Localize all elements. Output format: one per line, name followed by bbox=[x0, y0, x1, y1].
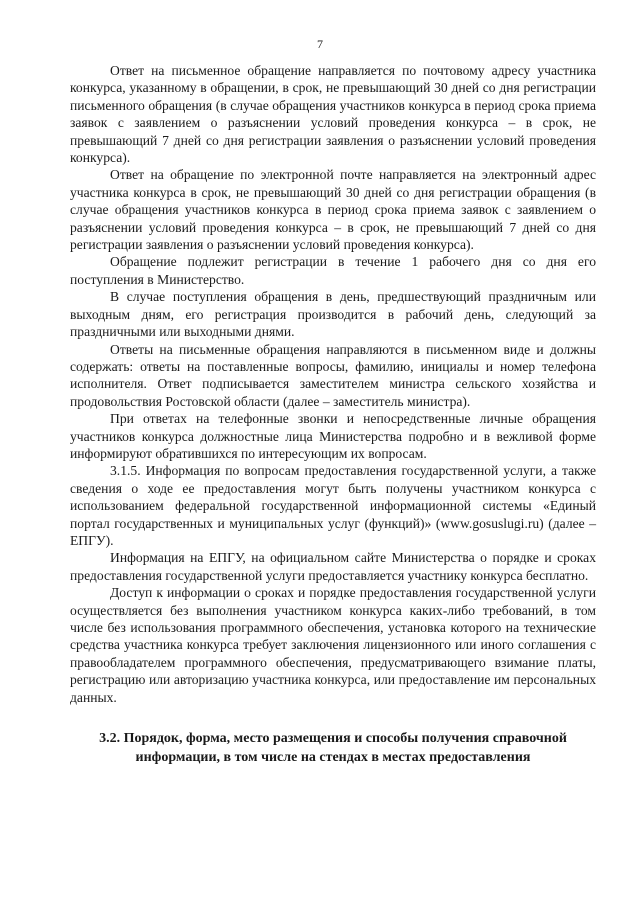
page-number: 7 bbox=[317, 37, 323, 51]
section-heading: 3.2. Порядок, форма, место размещения и способы получения справочной информации, в том числе на стендах в местах предоставления bbox=[99, 731, 567, 765]
paragraph-access-info: Доступ к информации о сроках и порядке предоставления государственной услуги осуществляется без выполнения участником конкурса каких-либо требований, в том числе без использования программного обеспечения, установка которого на технические средства участника конкурса требует заключения лицензионного или иного соглашения с правообладателем программного обеспечения, предусматривающего взимание платы, регистрацию или авторизацию участника конкурса, или предоставление им персональных данных. bbox=[70, 585, 596, 705]
paragraph-postal-reply: Ответ на письменное обращение направляется по почтовому адресу участника конкурса, указанному в обращении, в срок, не превышающий 30 дней со дня регистрации письменного обращения (в случае обращения участников конкурса в период срока приема заявок с заявлением о разъяснении условий проведения конкурса – в срок, не превышающий 7 дней со дня регистрации заявления о разъяснении условий проведения конкурса). bbox=[70, 63, 596, 166]
document-body bbox=[70, 62, 596, 767]
paragraph-registration-term: Обращение подлежит регистрации в течение 1 рабочего дня со дня его поступления в Министерство. bbox=[70, 254, 596, 287]
paragraph-email-reply: Ответ на обращение по электронной почте направляется на электронный адрес участника конкурса в срок, не превышающий 30 дней со дня регистрации обращения (в случае обращения участников конкурса в период срока приема заявок с заявлением о разъяснении условий проведения конкурса – в срок, не превышающий 7 дней со дня регистрации заявления о разъяснении условий проведения конкурса). bbox=[70, 167, 596, 253]
paragraph-holiday-registration: В случае поступления обращения в день, предшествующий праздничным или выходным дням, его регистрация производится в рабочий день, следующий за праздничными или выходными днями. bbox=[70, 289, 596, 340]
paragraph-phone-replies: При ответах на телефонные звонки и непосредственные личные обращения участников конкурса должностные лица Министерства подробно и в вежливой форме информируют обратившихся по интересующим их вопросам. bbox=[70, 411, 596, 461]
paragraph-epgu-info: 3.1.5. Информация по вопросам предоставления государственной услуги, а также сведения о ходе ее предоставления могут быть получены участником конкурса с использованием федеральной государственной информационной системы «Единый портал государственных и муниципальных услуг (функций)» (www.gosuslugi.ru) (далее – ЕПГУ). bbox=[70, 463, 596, 548]
paragraph-written-replies: Ответы на письменные обращения направляются в письменном виде и должны содержать: ответы на поставленные вопросы, фамилию, инициалы и номер телефона исполнителя. Ответ подписывается заместителем министра сельского хозяйства и продовольствия Ростовской области (далее – заместитель министра). bbox=[70, 341, 596, 409]
paragraph-free-info: Информация на ЕПГУ, на официальном сайте Министерства о порядке и сроках предоставления государственной услуги предоставляется участнику конкурса бесплатно. bbox=[70, 550, 596, 583]
